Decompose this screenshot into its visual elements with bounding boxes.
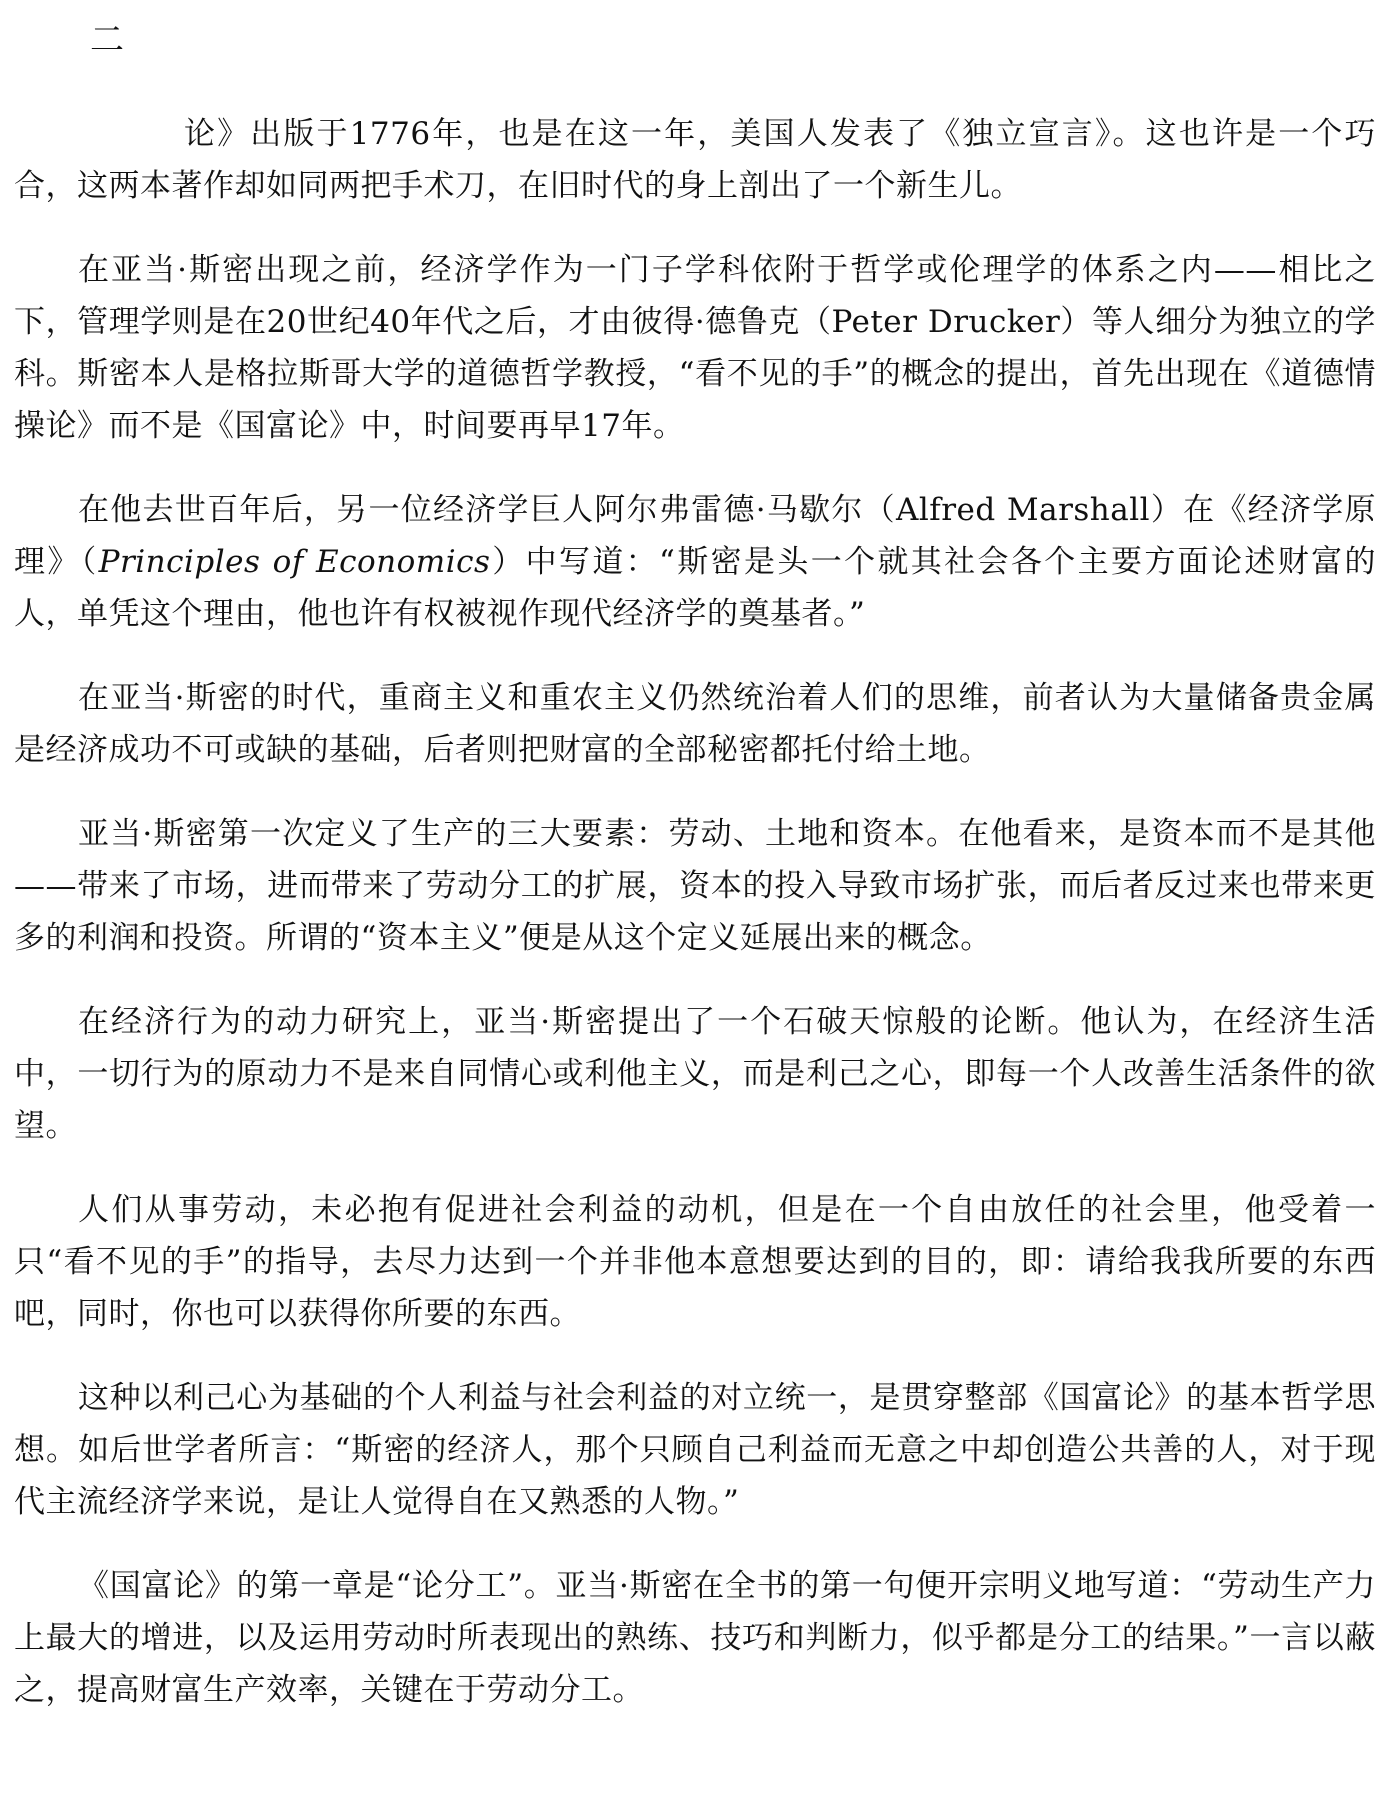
- document-body: [14, 108, 1376, 1748]
- paragraph-8: 这种以利己心为基础的个人利益与社会利益的对立统一，是贯穿整部《国富论》的基本哲学思想。如后世学者所言：“斯密的经济人，那个只顾自己利益而无意之中却创造公共善的人，对于现代主流经济学来说，是让人觉得自在又熟悉的人物。”: [14, 1380, 1376, 1520]
- paragraph-7: 人们从事劳动，未必抱有促进社会利益的动机，但是在一个自由放任的社会里，他受着一只“看不见的手”的指导，去尽力达到一个并非他本意想要达到的目的，即：请给我我所要的东西吧，同时，你也可以获得你所要的东西。: [14, 1192, 1376, 1332]
- section-heading: 二: [90, 20, 124, 60]
- paragraph-5: 亚当·斯密第一次定义了生产的三大要素：劳动、土地和资本。在他看来，是资本而不是其他——带来了市场，进而带来了劳动分工的扩展，资本的投入导致市场扩张，而后者反过来也带来更多的利润和投资。所谓的“资本主义”便是从这个定义延展出来的概念。: [14, 816, 1376, 956]
- paragraph-9: 《国富论》的第一章是“论分工”。亚当·斯密在全书的第一句便开宗明义地写道：“劳动生产力上最大的增进，以及运用劳动时所表现出的熟练、技巧和判断力，似乎都是分工的结果。”一言以蔽之，提高财富生产效率，关键在于劳动分工。: [14, 1568, 1376, 1708]
- paragraph-3-after: ）中写道：“斯密是头一个就其社会各个主要方面论述财富的人，单凭这个理由，他也许有权被视作现代经济学的奠基者。”: [14, 544, 1376, 632]
- paragraph-1: 论》出版于1776年，也是在这一年，美国人发表了《独立宣言》。这也许是一个巧合，这两本著作却如同两把手术刀，在旧时代的身上剖出了一个新生儿。: [14, 116, 1376, 204]
- paragraph-3: [14, 484, 1376, 640]
- paragraph-6: 在经济行为的动力研究上，亚当·斯密提出了一个石破天惊般的论断。他认为，在经济生活中，一切行为的原动力不是来自同情心或利他主义，而是利己之心，即每一个人改善生活条件的欲望。: [14, 1004, 1376, 1144]
- paragraph-2: 在亚当·斯密出现之前，经济学作为一门子学科依附于哲学或伦理学的体系之内——相比之下，管理学则是在20世纪40年代之后，才由彼得·德鲁克（Peter Drucker）等人细分为独立的学科。斯密本人是格拉斯哥大学的道德哲学教授，“看不见的手”的概念的提出，首先出现在《道德情操论》而不是《国富论》中，时间要再早17年。: [14, 252, 1376, 444]
- paragraph-4: 在亚当·斯密的时代，重商主义和重农主义仍然统治着人们的思维，前者认为大量储备贵金属是经济成功不可或缺的基础，后者则把财富的全部秘密都托付给土地。: [14, 680, 1376, 768]
- paragraph-3-before: 在他去世百年后，另一位经济学巨人阿尔弗雷德·马歇尔（Alfred Marshall）在《经济学原理》（: [14, 492, 1376, 580]
- book-title-italic: Principles of Economics: [98, 544, 491, 580]
